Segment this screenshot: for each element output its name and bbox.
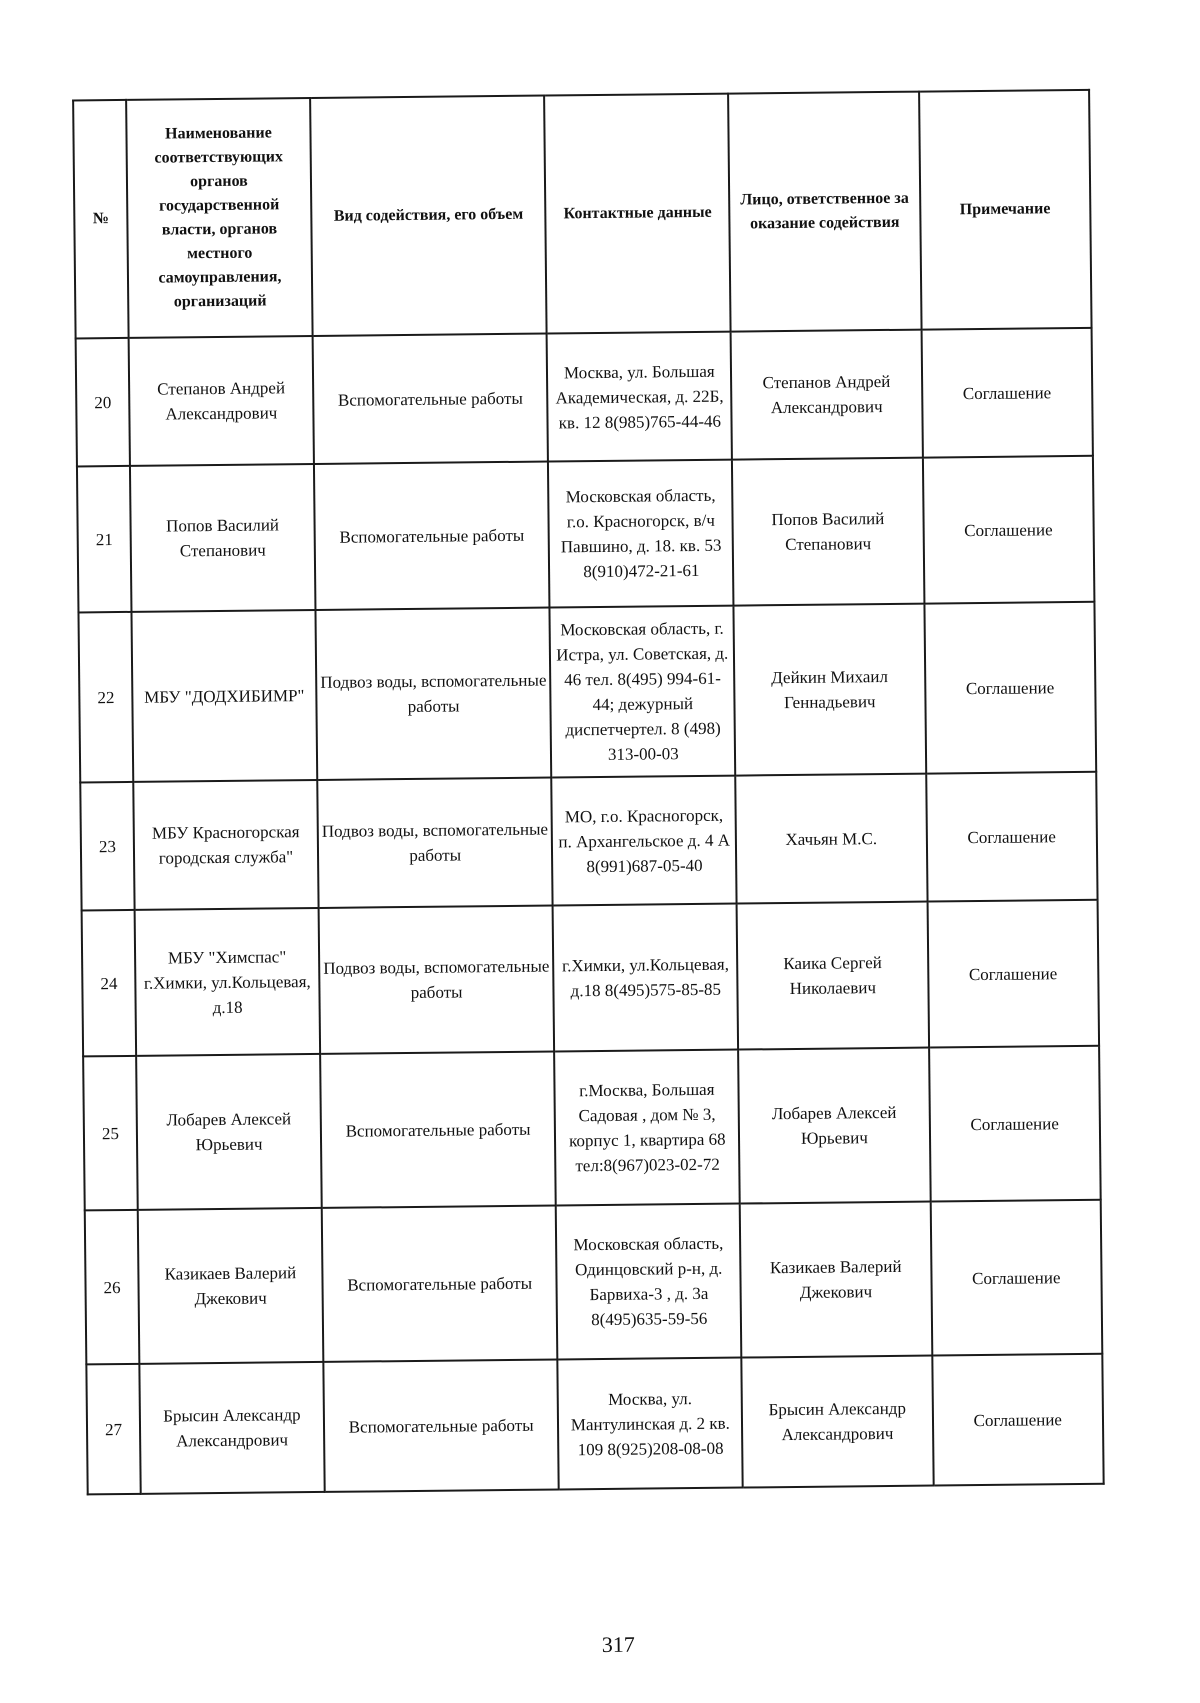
row-contacts: г.Химки, ул.Кольцевая, д.18 8(495)575-85-85 [553,904,738,1052]
table-row [76,328,1093,467]
header-note: Примечание [919,90,1092,330]
header-contacts: Контактные данные [545,94,731,334]
header-responsible: Лицо, ответственное за оказание содействия [728,92,921,332]
row-note: Соглашение [929,1046,1101,1202]
row-assistance: Вспомогательные работы [312,334,548,464]
table-row [78,602,1096,783]
row-contacts: Московская область, г. Истра, ул. Советская, д. 46 тел. 8(495) 994-61-44; дежурный диспетчертел. 8 (498) 313-00-03 [550,606,735,778]
row-contacts: Москва, ул. Большая Академическая, д. 22Б, кв. 12 8(985)765-44-46 [547,332,732,462]
row-responsible: Попов Василий Степанович [732,458,924,606]
row-note: Соглашение [926,772,1098,902]
table-row [83,1046,1101,1211]
row-num: 27 [86,1364,140,1495]
row-num: 23 [80,782,134,911]
row-note: Соглашение [922,456,1094,604]
row-num: 26 [85,1210,140,1365]
row-name: Степанов Андрей Александрович [129,336,314,466]
row-num: 20 [76,338,130,467]
row-name: Казикаев Валерий Джекович [138,1208,323,1364]
row-name: МБУ "Химспас" г.Химки, ул.Кольцевая, д.18 [135,908,320,1056]
table-row [82,900,1099,1057]
row-contacts: МО, г.о. Красногорск, п. Архангельское д. 4 А 8(991)687-05-40 [552,776,737,906]
header-num: № [73,100,129,339]
row-responsible: Лобарев Алексей Юрьевич [738,1048,930,1204]
row-note: Соглашение [927,900,1099,1048]
row-name: Лобарев Алексей Юрьевич [136,1054,321,1210]
row-note: Соглашение [921,328,1093,458]
row-responsible: Хачьян М.С. [735,774,927,904]
page-number: 317 [601,1631,635,1658]
row-name: МБУ "ДОДХИБИМР" [132,610,317,782]
row-assistance: Подвоз воды, вспомогательные работы [315,608,551,780]
row-note: Соглашение [930,1200,1102,1356]
table-row [77,456,1094,613]
row-contacts: Москва, ул. Мантулинская д. 2 кв. 109 8(925)208-08-08 [558,1358,743,1490]
row-contacts: г.Москва, Большая Садовая , дом № 3, корпус 1, квартира 68 тел:8(967)023-02-72 [555,1050,740,1206]
table-row [86,1354,1103,1495]
row-responsible: Дейкин Михаил Геннадьевич [734,604,926,776]
row-name: Брысин Александр Александрович [139,1362,324,1494]
row-num: 24 [82,910,137,1057]
row-assistance: Вспомогательные работы [322,1205,558,1361]
row-note: Соглашение [924,602,1096,774]
assistance-table [72,89,1105,1496]
row-contacts: Московская область, г.о. Красногорск, в/ч Павшино, д. 18. кв. 53 8(910)472-21-61 [548,460,733,608]
row-responsible: Каика Сергей Николаевич [737,902,929,1050]
row-responsible: Брысин Александр Александрович [741,1356,933,1488]
row-contacts: Московская область, Одинцовский р-н, д. Барвиха-3 , д. 3а 8(495)635-59-56 [556,1204,741,1360]
row-assistance: Вспомогательные работы [320,1051,556,1207]
table-header [73,90,1091,339]
header-name: Наименование соответствующих органов государственной власти, органов местного самоуправления, организаций [126,98,312,338]
table-row [85,1200,1103,1365]
header-assistance: Вид содействия, его объем [310,96,547,336]
row-name: Попов Василий Степанович [130,464,315,612]
row-name: МБУ Красногорская городская служба" [133,780,318,910]
row-responsible: Казикаев Валерий Джекович [740,1202,932,1358]
row-num: 25 [83,1056,138,1211]
row-assistance: Вспомогательные работы [314,462,550,610]
table-row [80,772,1097,911]
row-assistance: Вспомогательные работы [323,1359,559,1491]
row-assistance: Подвоз воды, вспомогательные работы [318,905,554,1053]
row-responsible: Степанов Андрей Александрович [731,330,923,460]
row-note: Соглашение [932,1354,1104,1486]
row-num: 22 [78,612,133,783]
row-assistance: Подвоз воды, вспомогательные работы [317,778,553,908]
row-num: 21 [77,466,132,613]
